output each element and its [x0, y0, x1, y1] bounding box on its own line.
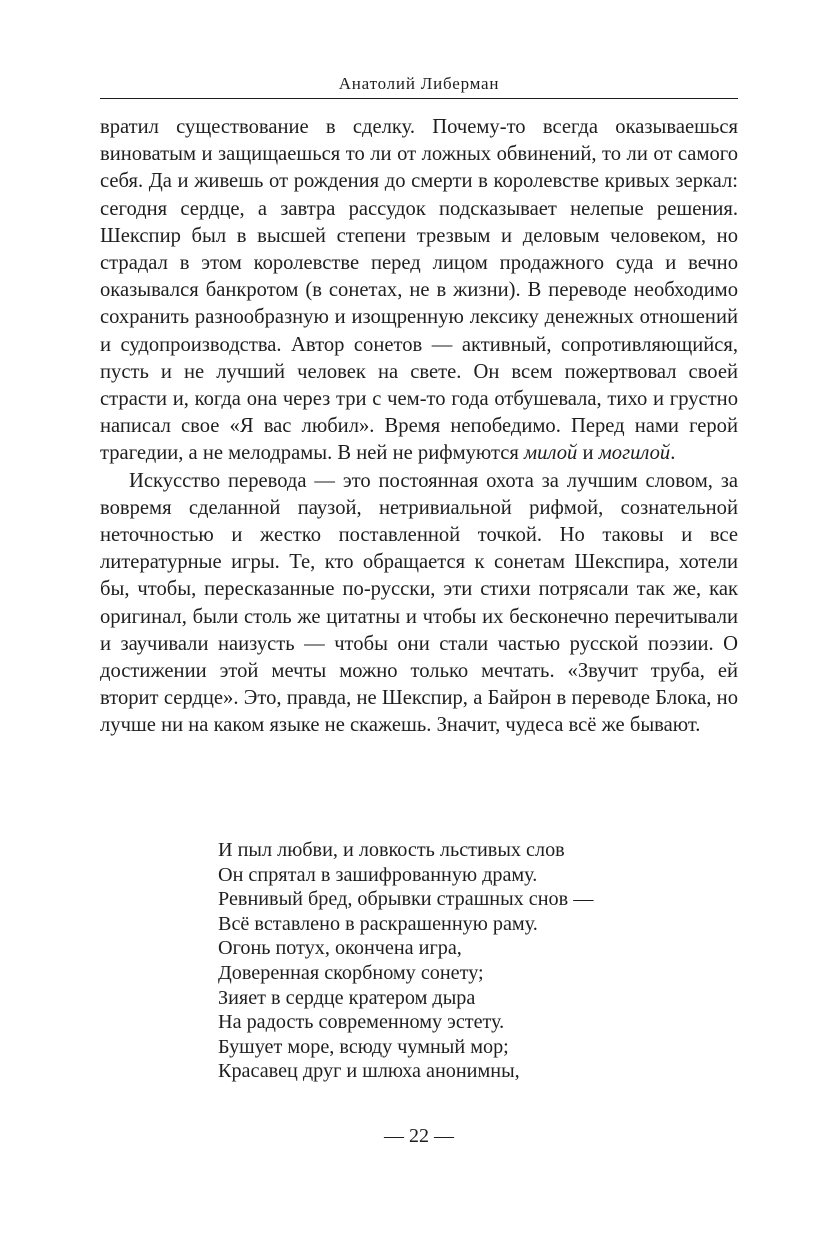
paragraph-text: вратил существование в сделку. Почему-то всегда оказываешься виноватым и защищаешься то ли от ложных обвинений, то ли от самого себя. Да и живешь от рождения до смерти в королевстве кривых зеркал: сегодня сердце, а завтра рассудок подсказывает нелепые решения. Шекспир был в высшей степени трезвым и деловым человеком, но страдал в этом королевстве перед лицом продажного суда и вечно оказывался банкротом (в сонетах, не в жизни). В переводе необходимо сохранить разнообразную и изощренную лексику денежных отношений и судопроизводства. Автор сонетов — активный, сопротивляющийся, пусть и не лучший человек на свете. Он всем пожертвовал своей страсти и, когда она через три с чем-то года отбушевала, тихо и грустно написал свое «Я вас любил». Время непобедимо. Перед нами герой трагедии, а не мелодрамы. В ней не рифмуются: [100, 116, 738, 465]
page-number: — 22 —: [384, 1125, 454, 1147]
poem-line: Красавец друг и шлюха анонимны,: [218, 1060, 520, 1083]
paragraph: [100, 114, 738, 468]
paragraph: [100, 468, 738, 740]
paragraph-text: .: [670, 442, 676, 465]
paragraph-text: и: [577, 442, 599, 465]
paragraph-text: Искусство перевода — это постоянная охота за лучшим словом, за вовремя сделанной паузой, нетривиальной рифмой, сознательной неточностью и жестко поставленной точкой. Но таковы и все литературные игры. Те, кто обращается к сонетам Шекспира, хотели бы, чтобы, пересказанные по-русски, эти стихи потрясали так же, как оригинал, были столь же цитатны и чтобы их бесконечно перечитывали и заучивали наизусть — чтобы они стали частью русской поэзии. О достижении этой мечты можно только мечтать. «Звучит труба, ей вторит сердце». Это, правда, не Шекспир, а Байрон в переводе Блока, но лучше ни на каком языке не скажешь. Значит, чудеса всё же бывают.: [100, 469, 738, 737]
poem-line: На радость современному эстету.: [218, 1011, 505, 1034]
poem-block: [218, 838, 738, 1084]
poem-line: Доверенная скорбному сонету;: [218, 961, 484, 984]
running-head: Анатолий Либерман: [338, 74, 500, 93]
poem-line: Он спрятал в зашифрованную драму.: [218, 863, 538, 886]
poem-line: Ревнивый бред, обрывки страшных снов —: [218, 888, 594, 911]
poem-line: Бушует море, всюду чумный мор;: [218, 1035, 509, 1058]
poem-line: Зияет в сердце кратером дыра: [218, 986, 476, 1009]
italic-word: могилой: [598, 442, 671, 465]
main-text: [100, 114, 738, 740]
poem-line: Всё вставлено в раскрашенную раму.: [218, 912, 538, 935]
italic-word: милой: [524, 442, 578, 465]
poem-line: И пыл любви, и ловкость льстивых слов: [218, 839, 565, 861]
header-rule: [100, 98, 738, 99]
poem-line: Огонь потух, окончена игра,: [218, 937, 462, 960]
